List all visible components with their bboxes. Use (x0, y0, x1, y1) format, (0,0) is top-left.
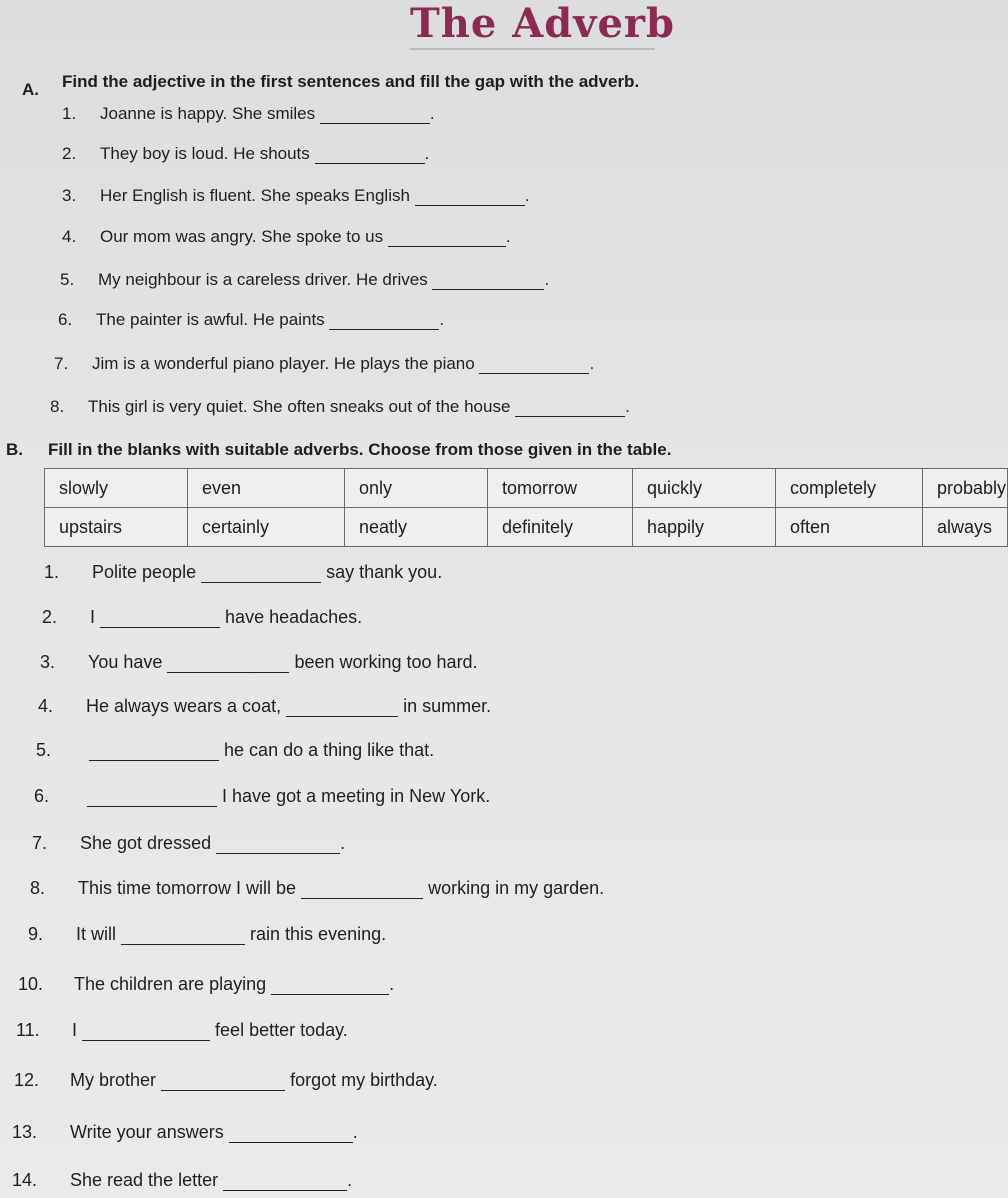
section-a-item-1 (62, 104, 435, 124)
word-bank-row (45, 469, 1008, 508)
section-a-item-4 (62, 227, 511, 247)
answer-blank[interactable] (82, 1022, 210, 1041)
section-a-label: A. (22, 80, 39, 99)
item-number: 8. (50, 397, 65, 416)
item-before: She read the letter (70, 1170, 219, 1190)
item-end: . (505, 227, 511, 246)
section-b-item-9 (28, 924, 386, 945)
word-cell: only (345, 469, 488, 508)
section-b-item-8 (30, 878, 604, 899)
section-a-item-2 (62, 144, 429, 164)
item-before: Write your answers (70, 1122, 224, 1142)
word-cell: certainly (188, 508, 345, 547)
item-after: he can do a thing like that. (224, 740, 435, 760)
item-after: working in my garden. (428, 878, 605, 898)
item-number: 5. (36, 740, 52, 760)
item-before: This time tomorrow I will be (78, 878, 297, 898)
item-number: 3. (62, 186, 77, 205)
section-a-item-7 (54, 354, 594, 374)
word-cell: even (188, 469, 345, 508)
item-number: 2. (42, 607, 58, 627)
section-b-item-3 (40, 652, 478, 673)
item-end: . (424, 144, 430, 163)
item-after: feel better today. (215, 1020, 348, 1040)
item-after: have headaches. (225, 607, 363, 627)
item-number: 2. (62, 144, 77, 163)
item-number: 7. (54, 354, 69, 373)
item-before: I (72, 1020, 78, 1040)
word-bank-table (44, 468, 1008, 547)
section-b-item-7 (32, 833, 345, 854)
item-number: 12. (14, 1070, 40, 1090)
word-bank-row (45, 508, 1008, 547)
item-after: . (347, 1170, 353, 1190)
answer-blank[interactable] (100, 609, 220, 628)
answer-blank[interactable] (271, 976, 389, 995)
word-cell: definitely (488, 508, 633, 547)
item-before: He always wears a coat, (86, 696, 282, 716)
answer-blank[interactable] (515, 398, 625, 417)
answer-blank[interactable] (121, 926, 245, 945)
item-number: 10. (18, 974, 44, 994)
title-underline (410, 48, 655, 50)
item-number: 4. (62, 227, 77, 246)
item-before: I (90, 607, 96, 627)
section-b-instruction: Fill in the blanks with suitable adverbs. Choose from those given in the table. (48, 440, 672, 459)
item-after: forgot my birthday. (290, 1070, 438, 1090)
item-number: 13. (12, 1122, 38, 1142)
item-end: . (625, 397, 630, 416)
section-b-item-13 (12, 1122, 358, 1143)
section-b-item-10 (18, 974, 394, 995)
answer-blank[interactable] (329, 311, 439, 330)
answer-blank[interactable] (223, 1172, 347, 1191)
answer-blank[interactable] (216, 835, 340, 854)
item-number: 8. (30, 878, 46, 898)
section-b-item-6 (34, 786, 490, 807)
item-number: 1. (62, 104, 77, 123)
item-number: 7. (32, 833, 48, 853)
word-cell: upstairs (45, 508, 188, 547)
item-end: . (439, 310, 445, 329)
item-before: You have (88, 652, 163, 672)
section-b-item-14 (12, 1170, 352, 1191)
item-text: Jim is a wonderful piano player. He plays the piano (92, 354, 475, 373)
section-b-item-4 (38, 696, 491, 717)
answer-blank[interactable] (432, 271, 544, 290)
answer-blank[interactable] (301, 880, 423, 899)
word-cell: often (776, 508, 923, 547)
item-after: in summer. (403, 696, 492, 716)
word-cell: slowly (45, 469, 188, 508)
item-number: 6. (34, 786, 50, 806)
item-text: The painter is awful. He paints (96, 310, 325, 329)
answer-blank[interactable] (388, 228, 506, 247)
answer-blank[interactable] (229, 1124, 353, 1143)
item-text: Our mom was angry. She spoke to us (100, 227, 384, 246)
word-cell: neatly (345, 508, 488, 547)
item-after: say thank you. (326, 562, 443, 582)
page-title: The Adverb (410, 0, 675, 47)
answer-blank[interactable] (415, 187, 525, 206)
answer-blank[interactable] (161, 1072, 285, 1091)
item-after: . (389, 974, 395, 994)
item-before: The children are playing (74, 974, 267, 994)
word-cell: tomorrow (488, 469, 633, 508)
answer-blank[interactable] (479, 355, 589, 374)
item-number: 11. (16, 1020, 40, 1040)
section-b-item-12 (14, 1070, 438, 1091)
item-text: Her English is fluent. She speaks English (100, 186, 410, 205)
item-after: I have got a meeting in New York. (222, 786, 491, 806)
item-before: Polite people (92, 562, 197, 582)
item-number: 5. (60, 270, 75, 289)
answer-blank[interactable] (201, 564, 321, 583)
section-a-instruction: Find the adjective in the first sentences and fill the gap with the adverb. (62, 72, 640, 91)
item-number: 6. (58, 310, 73, 329)
answer-blank[interactable] (89, 742, 219, 761)
word-cell: always (923, 508, 1008, 547)
item-number: 3. (40, 652, 56, 672)
section-b-item-11 (16, 1020, 348, 1041)
item-text: They boy is loud. He shouts (100, 144, 310, 163)
answer-blank[interactable] (286, 698, 398, 717)
item-end: . (589, 354, 595, 373)
item-after: . (352, 1122, 358, 1142)
item-end: . (544, 270, 550, 289)
answer-blank[interactable] (320, 105, 430, 124)
section-a-item-5 (60, 270, 549, 290)
section-b-item-1 (44, 562, 442, 583)
item-before: She got dressed (80, 833, 212, 853)
section-b-item-5 (36, 740, 434, 761)
item-number: 9. (28, 924, 44, 944)
item-text: This girl is very quiet. She often sneaks out of the house (88, 397, 511, 416)
item-number: 1. (44, 562, 60, 582)
item-after: been working too hard. (294, 652, 478, 672)
answer-blank[interactable] (87, 788, 217, 807)
section-a-item-3 (62, 186, 529, 206)
item-number: 4. (38, 696, 54, 716)
word-cell: completely (776, 469, 923, 508)
item-before: My brother (70, 1070, 157, 1090)
section-a-item-8 (50, 397, 630, 417)
answer-blank[interactable] (315, 145, 425, 164)
item-after: rain this evening. (250, 924, 387, 944)
answer-blank[interactable] (167, 654, 289, 673)
item-end: . (524, 186, 530, 205)
item-after: . (340, 833, 346, 853)
item-text: My neighbour is a careless driver. He drives (98, 270, 428, 289)
word-cell: quickly (633, 469, 776, 508)
word-cell: happily (633, 508, 776, 547)
item-before: It will (76, 924, 116, 944)
section-b-item-2 (42, 607, 362, 628)
word-cell: probably (923, 469, 1008, 508)
section-b-label: B. (6, 440, 23, 459)
section-a-item-6 (58, 310, 444, 330)
item-end: . (429, 104, 435, 123)
item-text: Joanne is happy. She smiles (100, 104, 316, 123)
item-number: 14. (12, 1170, 38, 1190)
